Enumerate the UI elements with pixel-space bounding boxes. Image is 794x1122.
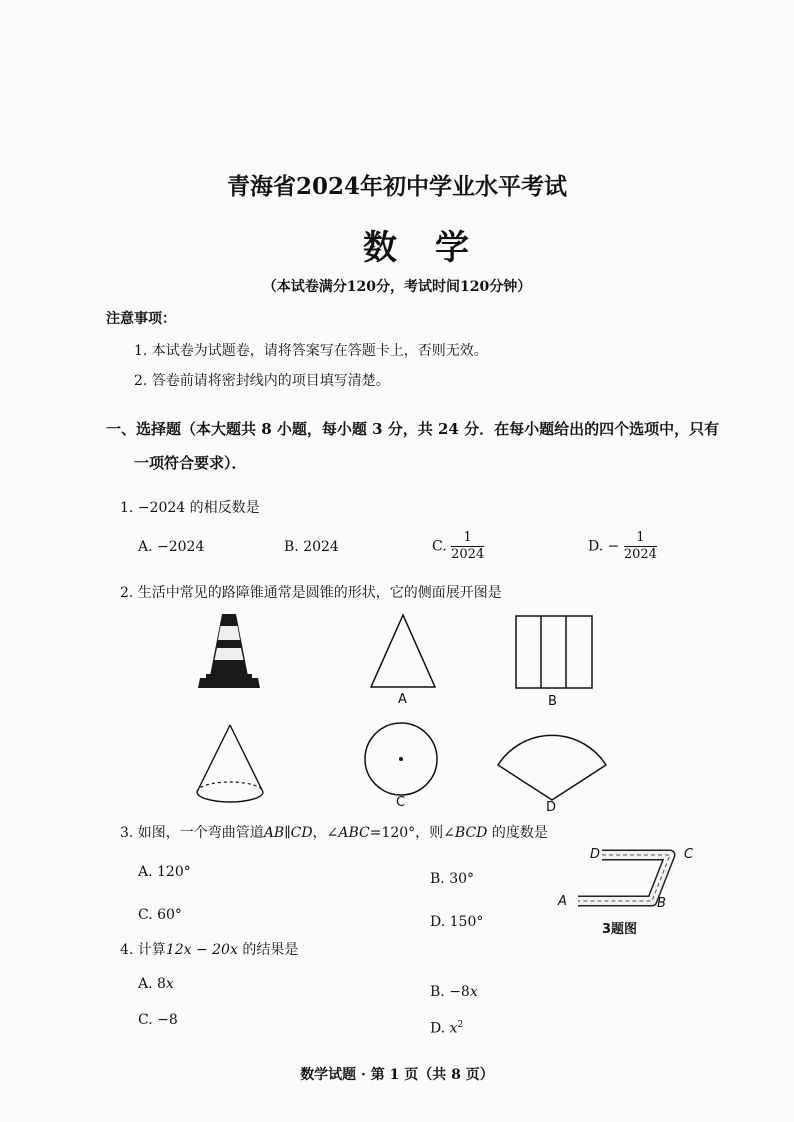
section-heading-line2: 一项符合要求）． [134, 454, 247, 472]
q4-stem-suffix: 的结果是 [237, 942, 299, 958]
pipe-figure-caption: 3题图 [602, 922, 638, 937]
q1-option-d [588, 530, 657, 563]
q4-stem-expression: 12x − 20x [165, 942, 238, 958]
q3-stem-parallel: AB∥CD [263, 825, 313, 841]
pipe-figure [570, 846, 696, 908]
page-footer: 数学试题 · 第 1 页（共 8 页） [300, 1067, 494, 1083]
option-a-triangle [368, 612, 438, 690]
option-c-circle [362, 720, 440, 798]
q1-option-d-numerator: 1 [624, 530, 657, 547]
q1-stem: 1. −2024 的相反数是 [120, 500, 260, 516]
q3-option-a: A. 120° [138, 864, 191, 880]
exam-subtitle: （本试卷满分120分，考试时间120分钟） [262, 279, 532, 295]
cone-figure [192, 722, 268, 808]
pipe-label-a: A [558, 894, 567, 909]
q4-stem [120, 939, 298, 959]
pipe-label-c: C [684, 847, 694, 862]
q3-stem [120, 822, 548, 842]
q4-option-a-var: x [165, 976, 174, 992]
notice-item-1: 1. 本试卷为试题卷，请将答案写在答题卡上，否则无效。 [134, 343, 488, 359]
q1-option-c-numerator: 1 [451, 530, 484, 547]
q1-option-c-fraction [451, 530, 484, 563]
q3-stem-angle-bcd: BCD [454, 825, 488, 841]
q2-label-c: C [396, 795, 406, 810]
q1-option-a: A. −2024 [138, 539, 205, 555]
q3-stem-suffix: 的度数是 [487, 825, 548, 841]
pipe-label-d: D [590, 847, 601, 862]
q4-option-b [430, 984, 478, 1000]
q4-stem-prefix: 4. 计算 [120, 942, 166, 958]
option-d-sector [494, 724, 610, 804]
q3-option-b: B. 30° [430, 871, 475, 887]
q2-label-b: B [548, 694, 557, 709]
q4-option-a-label: A. 8 [138, 976, 166, 992]
notice-heading: 注意事项： [106, 311, 176, 327]
traffic-cone-figure [196, 612, 262, 692]
q3-stem-angle-abc: ABC [338, 825, 370, 841]
exam-title: 青海省2024年初中学业水平考试 [226, 173, 567, 200]
q3-stem-value: =120°，则∠ [369, 825, 455, 841]
q1-option-c [432, 530, 484, 563]
q4-option-c: C. −8 [138, 1012, 178, 1028]
notice-item-2: 2. 答卷前请将密封线内的项目填写清楚。 [134, 373, 390, 389]
subject-title: 数学 [363, 228, 507, 268]
q1-option-b: B. 2024 [284, 539, 339, 555]
q2-label-a: A [398, 692, 407, 707]
q4-option-d-var: x [449, 1020, 458, 1037]
q4-option-b-label: B. −8 [430, 984, 470, 1000]
q4-option-d-label: D. [430, 1020, 450, 1037]
section-heading-line1: 一、选择题（本大题共 8 小题，每小题 3 分，共 24 分．在每小题给出的四个选项中，只有 [106, 420, 720, 438]
q4-option-a [138, 976, 174, 992]
q3-option-d: D. 150° [430, 914, 484, 930]
q1-option-c-denominator: 2024 [451, 547, 485, 562]
q1-option-d-fraction [624, 530, 657, 563]
q1-option-c-label: C. [432, 538, 447, 555]
q2-stem: 2. 生活中常见的路障锥通常是圆锥的形状，它的侧面展开图是 [120, 585, 502, 601]
option-b-rectangle [514, 614, 594, 690]
q1-option-d-label: D. − [588, 538, 620, 555]
q1-option-d-denominator: 2024 [623, 547, 657, 562]
q3-option-c: C. 60° [138, 907, 182, 923]
q4-option-d-exponent: 2 [457, 1020, 464, 1030]
q4-option-d [430, 1020, 463, 1037]
q3-stem-prefix: 3. 如图，一个弯曲管道 [120, 825, 264, 841]
q4-option-b-var: x [469, 984, 478, 1000]
pipe-label-b: B [657, 896, 666, 911]
q3-stem-mid: ，∠ [312, 825, 339, 841]
q2-label-d: D [546, 800, 557, 815]
